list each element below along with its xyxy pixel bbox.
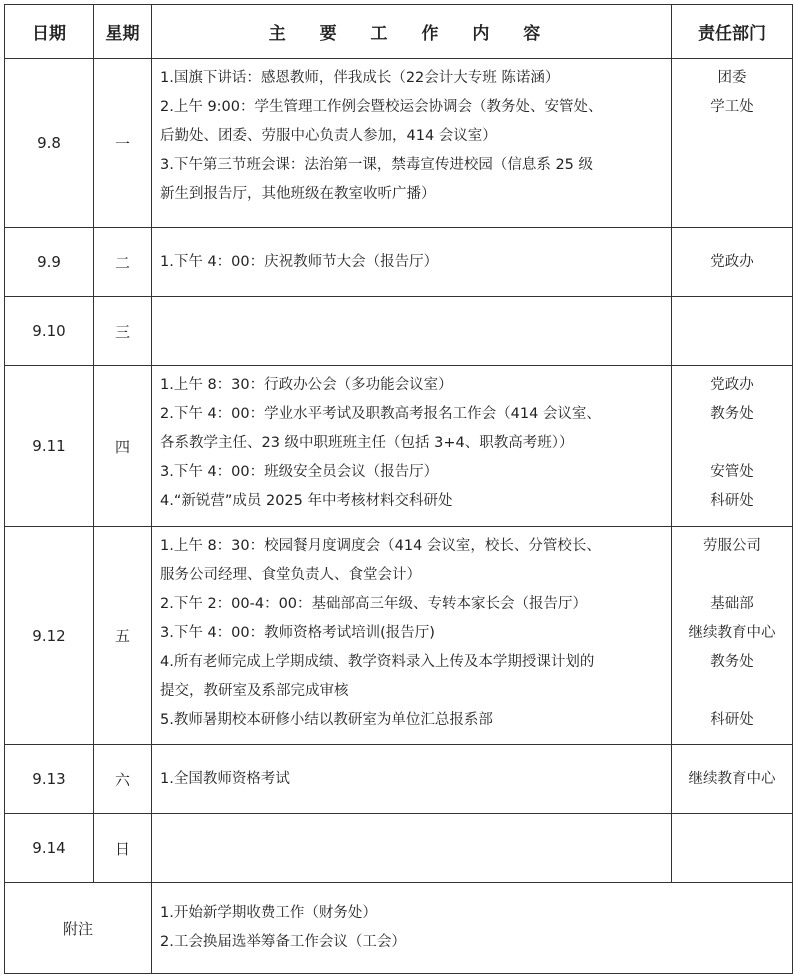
table-row — [5, 59, 793, 228]
notes-row — [5, 883, 793, 974]
dept-spacer — [672, 561, 792, 590]
row-weekday: 日 — [94, 814, 152, 883]
header-date: 日期 — [5, 5, 94, 59]
dept-spacer — [672, 677, 792, 706]
dept-item: 党政办 — [710, 377, 754, 393]
work-item: 4.所有老师完成上学期成绩、教学资料录入上传及本学期授课计划的 — [160, 654, 595, 670]
note-item: 1.开始新学期收费工作（财务处） — [160, 905, 377, 921]
work-item: 后勤处、团委、劳服中心负责人参加，414 会议室） — [160, 128, 497, 144]
work-item: 新生到报告厅，其他班级在教室收听广播） — [160, 186, 436, 202]
dept-item: 科研处 — [710, 493, 754, 509]
table-row — [5, 297, 793, 366]
row-weekday: 六 — [94, 745, 152, 814]
row-date: 9.13 — [5, 745, 94, 814]
row-work — [152, 297, 672, 366]
row-date: 9.12 — [5, 527, 94, 745]
row-work — [152, 527, 672, 745]
work-item: 2.下午 2：00-4：00：基础部高三年级、专转本家长会（报告厅） — [160, 596, 588, 612]
row-weekday: 三 — [94, 297, 152, 366]
row-work — [152, 745, 672, 814]
dept-item: 基础部 — [710, 596, 754, 612]
work-item: 提交，教研室及系部完成审核 — [160, 683, 349, 699]
work-item: 5.教师暑期校本研修小结以教研室为单位汇总报系部 — [160, 712, 493, 728]
dept-spacer — [672, 429, 792, 458]
dept-item: 继续教育中心 — [688, 625, 776, 641]
work-item: 4.“新锐营”成员 2025 年中考核材料交科研处 — [160, 493, 453, 509]
dept-item: 教务处 — [710, 406, 754, 422]
work-item: 服务公司经理、食堂负责人、食堂会计） — [160, 567, 421, 583]
work-item: 1.全国教师资格考试 — [160, 770, 290, 787]
row-dept — [672, 228, 793, 297]
dept-item: 继续教育中心 — [688, 770, 776, 787]
work-item: 3.下午 4：00：班级安全员会议（报告厅） — [160, 464, 439, 480]
row-work — [152, 228, 672, 297]
work-item: 1.上午 8：30：校园餐月度调度会（414 会议室，校长、分管校长、 — [160, 538, 601, 554]
row-weekday: 五 — [94, 527, 152, 745]
notes-label: 附注 — [5, 883, 152, 974]
header-content: 主 要 工 作 内 容 — [152, 5, 672, 59]
work-item: 3.下午第三节班会课：法治第一课，禁毒宣传进校园（信息系 25 级 — [160, 157, 594, 173]
work-item: 2.下午 4：00：学业水平考试及职教高考报名工作会（414 会议室、 — [160, 406, 601, 422]
dept-item: 团委 — [717, 70, 747, 86]
work-item: 各系教学主任、23 级中职班班主任（包括 3+4、职教高考班）） — [160, 435, 574, 451]
dept-item: 科研处 — [710, 712, 754, 728]
row-date: 9.8 — [5, 59, 94, 228]
dept-item: 劳服公司 — [703, 538, 761, 554]
header-row — [5, 5, 793, 59]
row-work — [152, 366, 672, 527]
header-weekday: 星期 — [94, 5, 152, 59]
work-item: 1.下午 4：00：庆祝教师节大会（报告厅） — [160, 253, 439, 270]
note-item: 2.工会换届选举筹备工作会议（工会） — [160, 934, 406, 950]
row-date: 9.11 — [5, 366, 94, 527]
row-weekday: 一 — [94, 59, 152, 228]
table-row — [5, 366, 793, 527]
row-weekday: 二 — [94, 228, 152, 297]
dept-item: 教务处 — [710, 654, 754, 670]
row-dept — [672, 366, 793, 527]
row-work — [152, 814, 672, 883]
work-item: 2.上午 9:00：学生管理工作例会暨校运会协调会（教务处、安管处、 — [160, 99, 603, 115]
table-row — [5, 527, 793, 745]
row-dept — [672, 814, 793, 883]
dept-item: 学工处 — [710, 99, 754, 115]
notes-content — [152, 883, 793, 974]
weekly-schedule-table — [4, 4, 793, 974]
work-item: 3.下午 4：00：教师资格考试培训(报告厅) — [160, 625, 435, 641]
row-dept — [672, 59, 793, 228]
row-date: 9.14 — [5, 814, 94, 883]
dept-item: 安管处 — [710, 464, 754, 480]
row-dept — [672, 745, 793, 814]
row-date: 9.10 — [5, 297, 94, 366]
table-row — [5, 814, 793, 883]
row-work — [152, 59, 672, 228]
table-row — [5, 228, 793, 297]
row-dept — [672, 527, 793, 745]
dept-item: 党政办 — [710, 253, 754, 270]
row-date: 9.9 — [5, 228, 94, 297]
header-dept: 责任部门 — [672, 5, 793, 59]
work-item: 1.国旗下讲话：感恩教师，伴我成长（22会计大专班 陈诺涵） — [160, 70, 560, 86]
work-item: 1.上午 8：30：行政办公会（多功能会议室） — [160, 377, 453, 393]
row-weekday: 四 — [94, 366, 152, 527]
table-row — [5, 745, 793, 814]
row-dept — [672, 297, 793, 366]
